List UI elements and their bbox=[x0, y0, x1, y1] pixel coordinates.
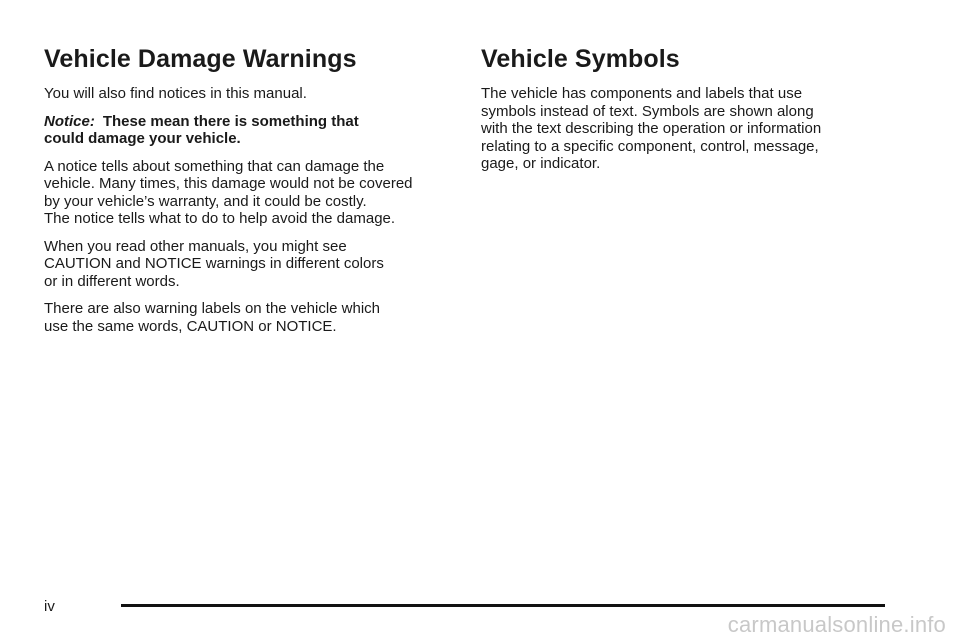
intro-paragraph: You will also find notices in this manual. bbox=[44, 85, 307, 102]
notice-label: Notice: bbox=[44, 112, 95, 130]
warning-labels-paragraph: There are also warning labels on the vehicle which use the same words, CAUTION or NOTICE. bbox=[44, 300, 381, 335]
notice-paragraph bbox=[44, 113, 454, 148]
other-manuals-paragraph: When you read other manuals, you might see CAUTION and NOTICE warnings in different colors or in different words. bbox=[44, 237, 384, 290]
notice-explanation-paragraph: A notice tells about something that can damage the vehicle. Many times, this damage would not be covered by your vehicle’s warranty, and it could be costly. The notice tells what to do to help avoid the damage. bbox=[44, 157, 413, 227]
heading-vehicle-damage-warnings: Vehicle Damage Warnings bbox=[44, 45, 357, 73]
heading-vehicle-symbols: Vehicle Symbols bbox=[481, 45, 680, 73]
watermark: carmanualsonline.info bbox=[727, 612, 946, 637]
notice-text: These mean there is something that could damage your vehicle. bbox=[44, 112, 359, 147]
symbols-paragraph: The vehicle has components and labels that use symbols instead of text. Symbols are shown along with the text describing the operation or information relating to a specific component, control, message, gage, or indicator. bbox=[481, 85, 822, 172]
footer-rule bbox=[121, 604, 885, 607]
page-number: iv bbox=[44, 598, 55, 615]
right-column bbox=[481, 44, 901, 183]
left-column bbox=[44, 44, 454, 345]
